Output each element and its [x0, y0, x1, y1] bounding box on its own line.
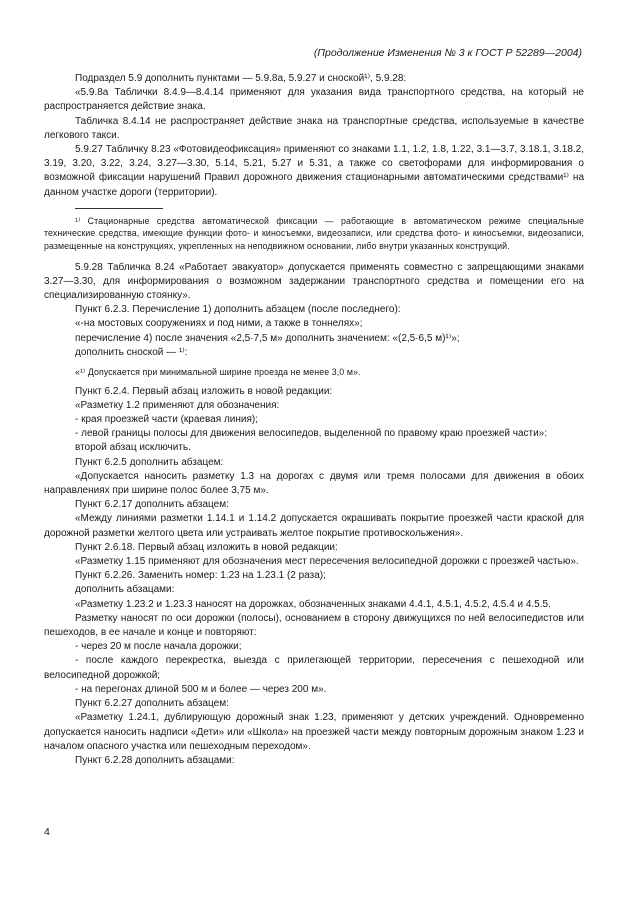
paragraph: дополнить абзацами: [75, 584, 175, 596]
paragraph: второй абзац исключить. [75, 442, 191, 454]
paragraph: «Между линиями разметки 1.14.1 и 1.14.2 допускается окрашивать покрытие проезжей части краской для дорожной разметки желтого цвета или устраивать желтое покрытие противоскольжения». [44, 513, 584, 539]
inner-footnote: «¹⁾ Допускается при минимальной ширине проезда не менее 3,0 м». [75, 367, 361, 378]
paragraph: «Разметку 1.24.1, дублирующую дорожный знак 1.23, применяют у детских учреждений. Одновременно допускается наносить надписи «Дети» или «Школа» на проезжей части между повторным дорожным знаком 1.23 и началом опасного участка или пешеходным переходом». [44, 712, 584, 752]
page-number: 4 [44, 826, 50, 838]
paragraph: перечисление 4) после значения «2,5·7,5 м» дополнить значением: «(2,5·6,5 м)¹⁾»; [75, 332, 460, 344]
paragraph: Пункт 6.2.3. Перечисление 1) дополнить абзацем (после последнего): [75, 304, 401, 316]
paragraph: Пункт 6.2.28 дополнить абзацами: [75, 754, 235, 766]
paragraph: Пункт 6.2.4. Первый абзац изложить в новой редакции: [75, 385, 333, 397]
document-body [44, 72, 584, 768]
paragraph: - на перегонах длиной 500 м и более — через 200 м». [75, 683, 327, 695]
paragraph: 5.9.27 Табличку 8.23 «Фотовидеофиксация» применяют со знаками 1.1, 1.2, 1.8, 1.22, 3.1—3.7, 3.18.1, 3.18.2, 3.19, 3.20, 3.22, 3.24, 3.27—3.30, 5.14, 5.21, 5.27 и 5.31, а также со светофорами для информирования о возможной фиксации нарушений Правил дорожного движения стационарными автоматическими средствами¹⁾ на данном участке дороги (территории). [44, 144, 584, 198]
paragraph: - после каждого перекрестка, выезда с прилегающей территории, пересечения с пешеходной или велосипедной дорожкой; [44, 655, 584, 681]
paragraph: Разметку наносят по оси дорожки (полосы), основанием в сторону движущихся по ней велосипедистов или пешеходов, в ее начале и конце и повторяют: [44, 612, 584, 639]
paragraph: дополнить сноской — ¹⁾: [75, 346, 188, 358]
page-header: (Продолжение Изменения № 3 к ГОСТ Р 52289—2004) [313, 47, 582, 59]
paragraph: Пункт 6.2.26. Заменить номер: 1.23 на 1.23.1 (2 раза); [75, 570, 326, 582]
paragraph: Пункт 6.2.17 дополнить абзацем: [75, 499, 229, 511]
paragraph: Табличка 8.4.14 не распространяет действие знака на транспортные средства, используемые в качестве легкового такси. [44, 115, 584, 141]
paragraph: 5.9.28 Табличка 8.24 «Работает эвакуатор» допускается применять совместно с запрещающими знаками 3.27—3.30, для информирования о возможном задержании транспортного средства и помещении его на специализированную стоянку». [44, 261, 584, 302]
paragraph: Пункт 2.6.18. Первый абзац изложить в новой редакции: [75, 541, 338, 553]
paragraph: - левой границы полосы для движения велосипедов, выделенной по правому краю проезжей части»: [75, 428, 548, 440]
paragraph: Подраздел 5.9 дополнить пунктами — 5.9.8а, 5.9.27 и сноской¹⁾, 5.9.28: [75, 73, 407, 84]
paragraph: «Разметку 1.15 применяют для обозначения мест пересечения велосипедной дорожки с проезжей частью». [75, 556, 579, 568]
paragraph: Пункт 6.2.27 дополнить абзацем: [75, 698, 229, 710]
paragraph: - через 20 м после начала дорожки; [75, 641, 242, 653]
footnote: ¹⁾ Стационарные средства автоматической фиксации — работающие в автоматическом режиме специальные технические средства, имеющие функции фото- и киносъемки, видеозаписи, или средства фото- и киносъемки, видеозаписи, размещенные на конструкциях, укрепленных на неподвижном основании, либо внутри указанных конструкций. [44, 215, 584, 252]
paragraph: - края проезжей части (краевая линия); [75, 414, 258, 426]
paragraph: «Разметку 1.23.2 и 1.23.3 наносят на дорожках, обозначенных знаками 4.4.1, 4.5.1, 4.5.2, 4.5.4 и 4.5.5. [75, 598, 551, 610]
paragraph: «5.9.8а Таблички 8.4.9—8.4.14 применяют для указания вида транспортного средства, на который не распространяется действие знака. [44, 87, 584, 113]
paragraph: «Допускается наносить разметку 1.3 на дорогах с двумя или тремя полосами для движения в обоих направлениях при ширине полос более 3,75 м». [44, 470, 584, 497]
paragraph: «Разметку 1.2 применяют для обозначения: [75, 399, 280, 411]
paragraph: «-на мостовых сооружениях и под ними, а также в тоннелях»; [75, 318, 363, 330]
paragraph: Пункт 6.2.5 дополнить абзацем: [75, 456, 224, 468]
